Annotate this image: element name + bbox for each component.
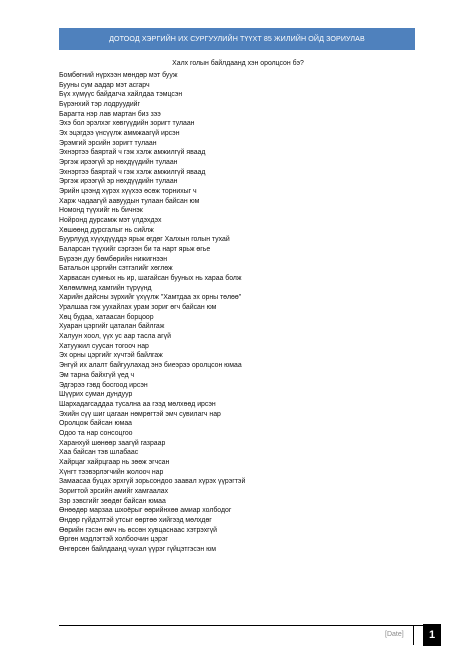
poem-line: Бүх хүмүүс байдагча хайлдаа тэмцсэн [59,91,183,99]
poem-line: Зэр зэвсгийг зөөдөг байсан юмаа [59,497,166,505]
poem-line: Хөц будаа, хатаасан борцоор [59,313,154,321]
poem-line: Бүрэнхий тэр лодруудийг [59,101,141,109]
poem-line: Эргэж ирээгүй эр нөхдүүдийн тулаан [59,159,178,167]
poem-line: Эдгэрээ гэвд босгоод ирсэн [59,381,148,389]
poem-line: Шүүрих суман дундуур [59,391,133,399]
poem-line: Оролцож байсан юмаа [59,420,133,428]
poem-line: Энгүй их алалт байгуулахад энэ биеэрээ оролцсон юмаа [59,362,242,370]
poem-line: Бууны сум аадар мэт асгарч [59,81,150,89]
poem-line: Хуаран цэргийг цаталан байлгаж [59,323,165,331]
poem-line: Нойронд дурсамж мэт үлдэхдэх [59,217,162,225]
poem-line: Эхийн сүү шиг цагаан нөмрөгтэй эмч сувилагч нар [59,410,221,418]
poem-line: Өнөөдөр марзаа шхоёрыг өөрийнхөө амиар холбодог [59,507,232,515]
poem-line: Замаасаа буцах эрхгүй зорьсондоо заавал хүрэх үүрэгтэй [59,478,246,486]
page-number: 1 [423,624,441,646]
poem-line: Халуун хоол, үүх ус аар тасла агүй [59,333,171,341]
poem-line: Эхнэртээ баяртай ч гэж хэлж амжилгүй яваад [59,149,206,157]
poem-line: Уралшаа гэж уухайлах урам зориг өгч байсан юм [59,304,217,312]
footer-rule [59,625,441,626]
poem-line: Хүнгт тээвэрлэгчийн жолооч нар [59,468,164,476]
header-banner [59,28,415,50]
poem-line: Өөрийн гэсэн өмч нь өссөн хувцаснаас хэтрэхгүй [59,526,217,534]
poem-line: Өндөр гүйдэлтэй утсыг өөртөө хийгээд мөлхдөг [59,516,212,524]
poem-line: Харвасан сумных нь ир, шагайсан бууных нь хараа болж [59,275,242,283]
poem-line: Өнгөрсөн байлдаанд чухал үүрэг гүйцэтгэсэн юм [59,545,216,553]
poem-line: Хайрцаг хайрцгаар нь зөөж эгчсан [59,458,170,466]
poem-line: Харийн дайсны зүрхийг үхүүлж "Хамтдаа эх орны төлөө" [59,294,242,302]
poem-line: Хатуужил суусан тогооч нар [59,342,149,350]
poem-line: Эргэж ирээгүй эр нөхдүүдийн тулаан [59,178,178,186]
poem-line: Хөлөмлмнд хамгийн түрүүнд [59,284,152,292]
poem-line: Бүрээн дуу бөмбөрийн нижигнээн [59,255,168,263]
poem-line: Эх орны цэргийг хүчтэй байлгаж [59,352,163,360]
poem-line: Харанхуй шөнөөр заагүй газраар [59,439,166,447]
header-title: ДОТООД ХЭРГИЙН ИХ СУРГУУЛИЙН ТҮҮХТ 85 ЖИЛИЙН ОЙД ЗОРИУЛАВ [109,35,365,43]
poem-line: Шархадагсаддаа тусална аа гээд мөлхөөд ирсэн [59,400,216,408]
poem-line: Харж чадаагүй аавуудын тулаан байсан юм [59,197,200,205]
poem-line: Одоо та нар сонсоцгоо [59,429,133,437]
poem-line: Хөшөөнд дурсгалыг нь сийлж [59,226,154,234]
poem-body [59,71,419,555]
poem-line: Эрийн цээнд хүрэх хүүхээ өсөж торнихыг ч [59,188,197,196]
poem-line: Номонд түүхийг нь бичнэк [59,207,143,215]
poem-line: Эм тарна байхгүй үед ч [59,371,135,379]
footer-date: [Date] [385,631,404,638]
poem-line: Зоригтой эрсийн амийг хамгаалах [59,487,169,495]
poem-line: Эрэмгий эрсийн зоригт тулаан [59,139,157,147]
poem-title: Халх голын байлдаанд хэн оролцсон бэ? [172,60,304,67]
poem-line: Өргөн мэдлэгтэй холбоочин цэрэг [59,536,168,544]
poem-line: Бомбөгний нүрхээн мөндөр мэт бууж [59,72,178,79]
poem-line: Батальон цэргийн сэтгэлийг хөглөж [59,265,173,273]
poem-line: Баларсан түүхийг сэргээн би та нарт ярьж өгье [59,246,211,254]
poem-line: Эх эцэгдээ үнсүүлж аммжаагүй ирсэн [59,130,180,138]
poem-line: Эхнэртээ баяртай ч гэж хэлж амжилгүй яваад [59,168,206,176]
poem-line: Хаа байсан тэв шлабаас [59,449,139,457]
poem-line: Барагта нэр лав мартан биз зээ [59,110,161,118]
poem-line: Буурлууд хүүхдүүддэ ярьж өгдөг Халхын голын тухай [59,236,230,244]
poem-line: Эхэ бол эрэлхэг хөвгүүдийн зоригт тулаан [59,120,195,128]
footer-separator [413,625,414,645]
